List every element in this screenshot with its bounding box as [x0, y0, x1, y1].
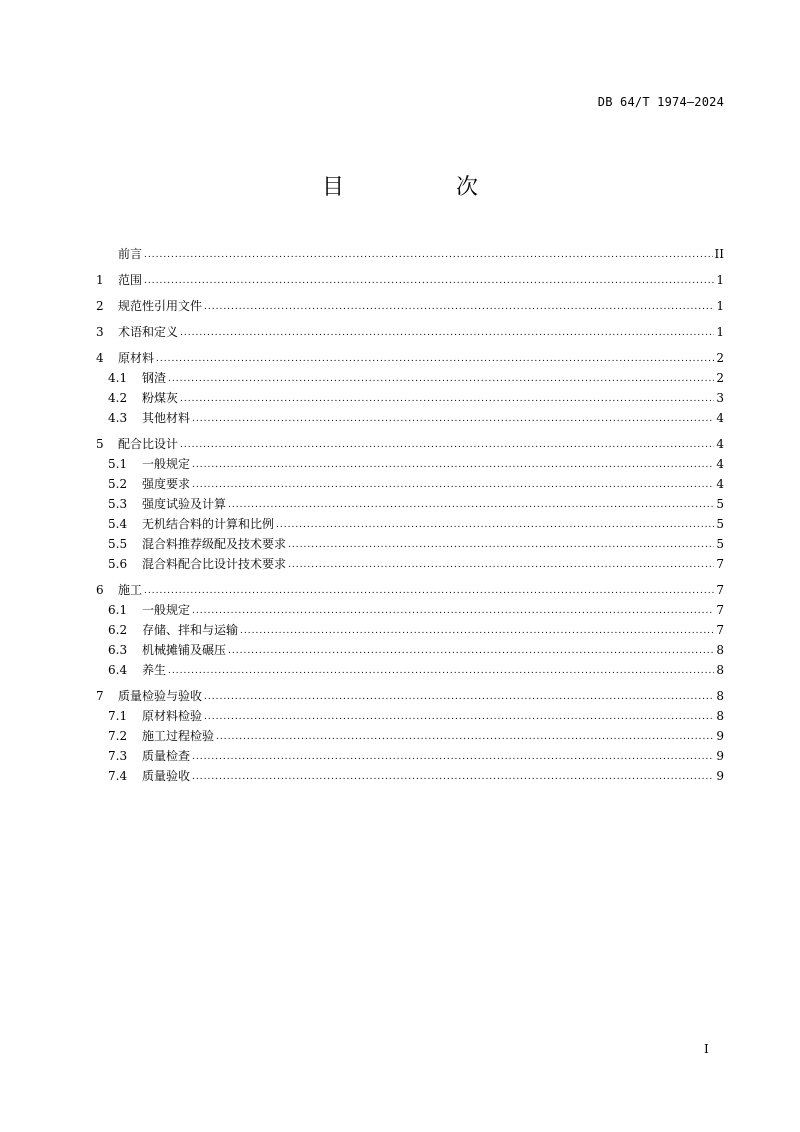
toc-entry-number: 4.3 — [108, 411, 128, 425]
toc-entry-label: 钢渣 — [142, 371, 167, 385]
toc-entry[interactable] — [96, 434, 724, 454]
toc-leader-dots — [192, 475, 714, 495]
toc-leader-dots — [192, 747, 714, 767]
toc-entry-number: 7.4 — [108, 769, 128, 783]
toc-entry[interactable] — [96, 580, 724, 600]
toc-entry-page: 8 — [716, 663, 724, 677]
toc-entry-page: 2 — [716, 351, 724, 365]
toc-entry-number: 7.1 — [108, 709, 128, 723]
toc-entry-page: 7 — [716, 623, 724, 637]
toc-entry-number: 1 — [96, 273, 104, 287]
toc-entry-page: 5 — [716, 497, 724, 511]
toc-entry-number: 6.1 — [108, 603, 128, 617]
page-title: 目 次 — [321, 175, 523, 200]
toc-entry[interactable] — [96, 322, 724, 342]
toc-entry-number: 4.2 — [108, 391, 128, 405]
toc-entry[interactable] — [96, 686, 724, 706]
toc-entry-number: 5.1 — [108, 457, 128, 471]
toc-leader-dots — [204, 707, 714, 727]
toc-leader-dots — [192, 455, 714, 475]
toc-entry-page: 2 — [716, 371, 724, 385]
toc-entry-page: 4 — [716, 411, 724, 425]
toc-leader-dots — [156, 349, 714, 369]
toc-entry-number: 5.5 — [108, 537, 128, 551]
toc-leader-dots — [276, 515, 714, 535]
toc-entry[interactable] — [96, 494, 724, 514]
toc-entry-label: 质量检验与验收 — [118, 689, 203, 703]
toc-entry-label: 混合料配合比设计技术要求 — [142, 557, 287, 571]
toc-entry-label: 配合比设计 — [118, 437, 179, 451]
toc-entry[interactable] — [96, 554, 724, 574]
toc-entry-label: 机械摊铺及碾压 — [142, 643, 227, 657]
toc-entry-page: 9 — [716, 749, 724, 763]
toc-leader-dots — [288, 555, 714, 575]
toc-entry-page: 4 — [716, 477, 724, 491]
toc-entry-number: 6.3 — [108, 643, 128, 657]
toc-leader-dots — [192, 601, 714, 621]
toc-entry-label: 粉煤灰 — [142, 391, 179, 405]
toc-entry[interactable] — [96, 474, 724, 494]
toc-entry-label: 混合料推荐级配及技术要求 — [142, 537, 287, 551]
toc-entry-page: 4 — [716, 437, 724, 451]
toc-entry-page: 8 — [716, 709, 724, 723]
toc-leader-dots — [204, 297, 714, 317]
toc-entry[interactable] — [96, 348, 724, 368]
toc-entry-label: 原材料 — [118, 351, 155, 365]
toc-leader-dots — [180, 435, 714, 455]
toc-entry-label: 强度要求 — [142, 477, 191, 491]
toc-entry-label: 施工 — [118, 583, 143, 597]
toc-entry-page: 8 — [716, 643, 724, 657]
toc-entry-number: 5.4 — [108, 517, 128, 531]
toc-entry-number: 4 — [96, 351, 104, 365]
toc-leader-dots — [240, 621, 714, 641]
toc-entry-page: 5 — [716, 537, 724, 551]
toc-entry[interactable] — [96, 766, 724, 786]
toc-leader-dots — [144, 245, 713, 265]
toc-entry-label: 术语和定义 — [118, 325, 179, 339]
toc-entry-label: 范围 — [118, 273, 143, 287]
toc-entry-label: 前言 — [118, 247, 143, 261]
toc-entry-page: 7 — [716, 583, 724, 597]
toc-entry-number: 3 — [96, 325, 104, 339]
toc-entry-page: 5 — [716, 517, 724, 531]
table-of-contents — [96, 244, 724, 786]
toc-entry-label: 施工过程检验 — [142, 729, 215, 743]
toc-entry-number: 2 — [96, 299, 104, 313]
toc-entry-page: 9 — [716, 769, 724, 783]
toc-leader-dots — [192, 767, 714, 787]
toc-entry[interactable] — [96, 244, 724, 264]
toc-leader-dots — [192, 409, 714, 429]
toc-leader-dots — [144, 581, 714, 601]
toc-entry-label: 质量验收 — [142, 769, 191, 783]
toc-entry[interactable] — [96, 408, 724, 428]
toc-entry-number: 6.4 — [108, 663, 128, 677]
toc-entry-page: 3 — [716, 391, 724, 405]
toc-entry-page: II — [714, 247, 724, 261]
toc-leader-dots — [180, 389, 714, 409]
toc-entry-number: 5 — [96, 437, 104, 451]
toc-entry-label: 无机结合料的计算和比例 — [142, 517, 275, 531]
toc-leader-dots — [228, 641, 714, 661]
toc-entry-label: 其他材料 — [142, 411, 191, 425]
toc-entry-label: 一般规定 — [142, 457, 191, 471]
toc-entry-label: 规范性引用文件 — [118, 299, 203, 313]
toc-entry[interactable] — [96, 660, 724, 680]
toc-entry[interactable] — [96, 454, 724, 474]
toc-entry-page: 4 — [716, 457, 724, 471]
toc-leader-dots — [180, 323, 714, 343]
toc-entry[interactable] — [96, 746, 724, 766]
toc-entry-page: 8 — [716, 689, 724, 703]
toc-entry-number: 4.1 — [108, 371, 128, 385]
toc-entry-page: 9 — [716, 729, 724, 743]
toc-entry-number: 5.2 — [108, 477, 128, 491]
toc-entry-label: 强度试验及计算 — [142, 497, 227, 511]
toc-entry-number: 7.2 — [108, 729, 128, 743]
toc-entry-label: 存储、拌和与运输 — [142, 623, 239, 637]
toc-entry-number: 6 — [96, 583, 104, 597]
toc-entry[interactable] — [96, 270, 724, 290]
toc-entry-label: 质量检查 — [142, 749, 191, 763]
toc-entry[interactable] — [96, 388, 724, 408]
toc-entry-page: 1 — [716, 325, 724, 339]
toc-entry-number: 7 — [96, 689, 104, 703]
toc-entry-label: 一般规定 — [142, 603, 191, 617]
toc-leader-dots — [144, 271, 714, 291]
toc-entry[interactable] — [96, 640, 724, 660]
toc-entry-number: 7.3 — [108, 749, 128, 763]
toc-entry[interactable] — [96, 534, 724, 554]
toc-leader-dots — [168, 661, 714, 681]
page-number: I — [704, 1042, 709, 1056]
toc-entry-label: 养生 — [142, 663, 167, 677]
toc-entry[interactable] — [96, 514, 724, 534]
toc-leader-dots — [216, 727, 714, 747]
toc-leader-dots — [288, 535, 714, 555]
toc-entry[interactable] — [96, 296, 724, 316]
toc-entry-page: 1 — [716, 273, 724, 287]
document-code: DB 64/T 1974—2024 — [597, 95, 724, 109]
toc-entry[interactable] — [96, 726, 724, 746]
toc-entry-page: 1 — [716, 299, 724, 313]
toc-entry-number: 5.3 — [108, 497, 128, 511]
toc-entry[interactable] — [96, 620, 724, 640]
toc-entry[interactable] — [96, 368, 724, 388]
toc-entry-number: 6.2 — [108, 623, 128, 637]
toc-leader-dots — [228, 495, 714, 515]
toc-entry-label: 原材料检验 — [142, 709, 203, 723]
toc-leader-dots — [204, 687, 714, 707]
toc-entry[interactable] — [96, 706, 724, 726]
toc-entry-page: 7 — [716, 603, 724, 617]
toc-leader-dots — [168, 369, 714, 389]
toc-entry[interactable] — [96, 600, 724, 620]
toc-entry-page: 7 — [716, 557, 724, 571]
toc-entry-number: 5.6 — [108, 557, 128, 571]
